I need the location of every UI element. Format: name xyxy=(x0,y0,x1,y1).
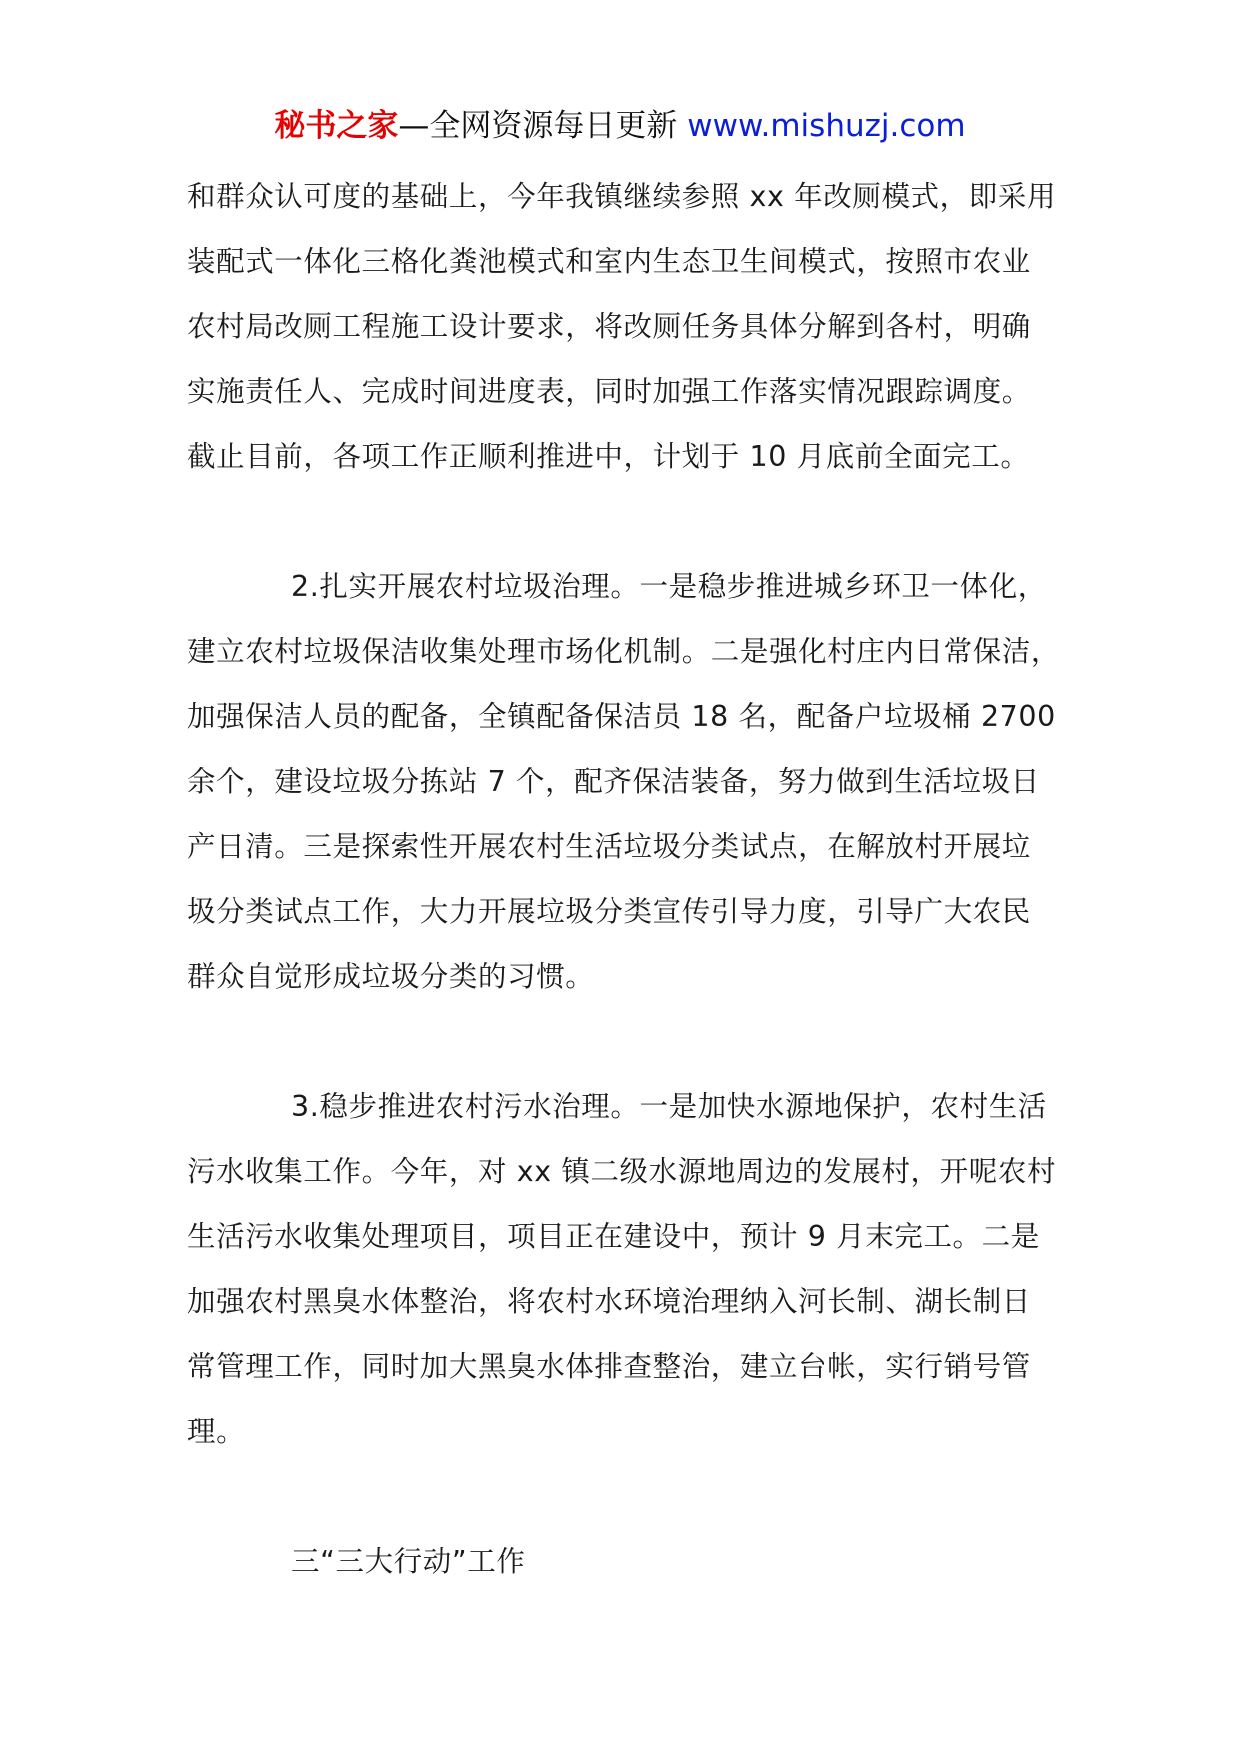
text-line: 加强农村黑臭水体整治，将农村水环境治理纳入河长制、湖长制日 xyxy=(187,1285,1031,1318)
paragraph-spacer xyxy=(187,489,1087,554)
text-line: 装配式一体化三格化粪池模式和室内生态卫生间模式，按照市农业 xyxy=(187,245,1031,278)
text-line: 常管理工作，同时加大黑臭水体排查整治，建立台帐，实行销号管 xyxy=(187,1350,1031,1383)
paragraph-spacer xyxy=(187,1009,1087,1074)
text-line: 和群众认可度的基础上，今年我镇继续参照 xx 年改厕模式，即采用 xyxy=(187,180,1057,213)
text-line: 圾分类试点工作，大力开展垃圾分类宣传引导力度，引导广大农民 xyxy=(187,895,1031,928)
text-line: 实施责任人、完成时间进度表，同时加强工作落实情况跟踪调度。 xyxy=(187,375,1031,408)
text-line: 生活污水收集处理项目，项目正在建设中，预计 9 月末完工。二是 xyxy=(187,1220,1040,1253)
section-heading: 三“三大行动”工作 xyxy=(291,1545,526,1578)
site-url-link[interactable]: www.mishuzj.com xyxy=(687,108,966,144)
text-line: 建立农村垃圾保洁收集处理市场化机制。二是强化村庄内日常保洁， xyxy=(187,635,1061,668)
paragraph-spacer xyxy=(187,1464,1087,1529)
text-line: 截止目前，各项工作正顺利推进中，计划于 10 月底前全面完工。 xyxy=(187,440,1030,473)
text-line: 3.稳步推进农村污水治理。一是加快水源地保护，农村生活 xyxy=(291,1090,1047,1123)
document-body xyxy=(187,164,1087,1594)
text-line: 理。 xyxy=(187,1415,246,1448)
site-header xyxy=(0,104,1240,148)
text-line: 产日清。三是探索性开展农村生活垃圾分类试点，在解放村开展垃 xyxy=(187,830,1031,863)
text-line: 农村局改厕工程施工设计要求，将改厕任务具体分解到各村，明确 xyxy=(187,310,1031,343)
brand-name: 秘书之家 xyxy=(274,108,399,144)
text-line: 加强保洁人员的配备，全镇配备保洁员 18 名，配备户垃圾桶 2700 xyxy=(187,700,1056,733)
text-line: 群众自觉形成垃圾分类的习惯。 xyxy=(187,960,595,993)
paragraph-sewage-treatment xyxy=(187,1074,1087,1464)
text-line: 2.扎实开展农村垃圾治理。一是稳步推进城乡环卫一体化， xyxy=(291,570,1047,603)
header-tagline: —全网资源每日更新 xyxy=(398,108,678,144)
text-line: 污水收集工作。今年，对 xx 镇二级水源地周边的发展村，开呢农村 xyxy=(187,1155,1057,1188)
paragraph-toilet-reform xyxy=(187,164,1087,489)
paragraph-garbage-treatment xyxy=(187,554,1087,1009)
text-line: 余个，建设垃圾分拣站 7 个，配齐保洁装备，努力做到生活垃圾日 xyxy=(187,765,1040,798)
